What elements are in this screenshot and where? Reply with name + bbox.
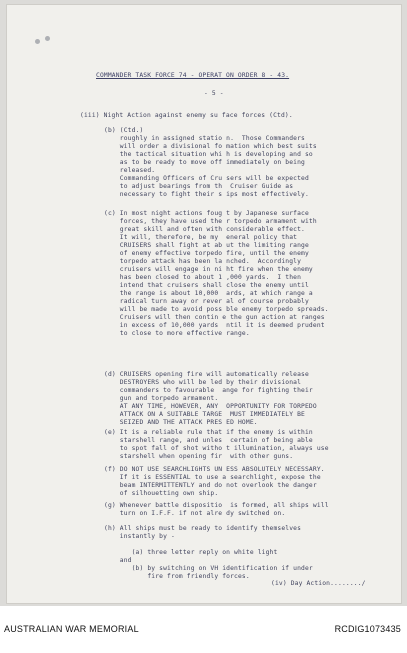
footer-record-id: RCDIG1073435 [334,624,401,634]
paragraph-b-line: to adjust bearings from th Cruiser Guide as [104,183,294,190]
punch-hole [35,39,40,44]
paragraph-f-line: If it is ESSENTIAL to use a searchlight, expose the [104,474,321,481]
paragraph-f-line: of silhouetting own ship. [104,490,219,497]
paragraph-f-line: (f) DO NOT USE SEARCHLIGHTS UN ESS ABSOLUTELY NECESSARY. [104,466,325,473]
paragraph-b-line: the tactical situation whi h is developing and so [104,151,313,158]
punch-hole [45,36,50,41]
paragraph-c-line: Cruisers will then contin e the gun action at ranges [104,314,325,321]
continuation-note: (iv) Day Action......../ [271,580,366,587]
paragraph-c-line: CRUISERS shall fight at ab ut the limiting range [104,242,309,249]
paragraph-d-line: SEIZED AND THE ATTACK PRES ED HOME. [104,419,258,426]
order-heading: COMMANDER TASK FORCE 74 - OPERAT ON ORDER 8 - 43. [96,72,290,79]
paragraph-e-line: starshell range, and unles certain of being able [104,437,313,444]
paragraph-h-line: instantly by - [104,533,175,540]
paragraph-c-line: radical turn away or rever al of course probably [104,298,309,305]
paragraph-c-line: forces, they have used the r torpedo armament with [104,218,317,225]
paragraph-c-line: (c) In most night actions foug t by Japanese surface [104,210,309,217]
paragraph-g-line: turn on I.F.F. if not alre dy switched on. [104,510,286,517]
paragraph-c-line: in excess of 10,000 yards ntil it is deemed prudent [104,322,325,329]
paragraph-b-line: will order a divisional fo mation which best suits [104,143,317,150]
paragraph-d-line: AT ANY TIME, HOWEVER, ANY OPPORTUNITY FOR TORPEDO [104,403,317,410]
paragraph-c-line: great skill and often with considerable effect. [104,226,305,233]
paragraph-d-line: commanders to favourable ange for fighting their [104,387,313,394]
footer-source: AUSTRALIAN WAR MEMORIAL [4,624,139,634]
document-page [6,4,402,604]
paragraph-h-line: (a) three letter reply on white light [104,549,278,556]
paragraph-h-line: (h) All ships must be ready to identify themselves [104,525,302,532]
paragraph-c-line: of enemy effective torpedo fire, until the enemy [104,250,309,257]
paragraph-h-line: (b) by switching on VH identification if under [104,565,313,572]
section-title: (iii) Night Action against enemy su face forces (Ctd). [80,112,293,119]
paragraph-b-line: necessary to fight their s ips most effectively. [104,191,309,198]
paragraph-d-line: (d) CRUISERS opening fire will automatically release [104,371,309,378]
paragraph-b-line: Commanding Officers of Cru sers will be expected [104,175,309,182]
paragraph-e-line: (e) It is a reliable rule that if the enemy is within [104,429,313,436]
paragraph-c-line: has been closed to about 1 ,000 yards. I then [104,274,302,281]
paragraph-h-line: and [104,557,132,564]
paragraph-e-line: to spot fall of shot witho t illumination, always use [104,445,329,452]
paragraph-c-line: intend that cruisers shall close the enemy until [104,282,309,289]
paragraph-f-line: beam INTERMITTENTLY and do not overlook the danger [104,482,317,489]
paragraph-c-line: the range is about 10,000 ards, at which range a [104,290,313,297]
paragraph-d-line: gun and torpedo armament. [104,395,219,402]
paragraph-b-line: (b) (Ctd.) [104,127,144,134]
paragraph-c-line: torpedo attack has been la nched. Accordingly [104,258,302,265]
paragraph-h-line: fire from friendly forces. [104,573,250,580]
paragraph-c-line: It will, therefore, be my eneral policy that [104,234,298,241]
paragraph-b-line: roughly in assigned statio n. Those Commanders [104,135,305,142]
paragraph-d-line: DESTROYERS who will be led by their divisional [104,379,302,386]
paragraph-e-line: starshell when opening fir with other guns. [104,453,294,460]
paragraph-g-line: (g) Whenever battle dispositio is formed, all ships will [104,502,329,509]
paragraph-c-line: to close to more effective range. [104,330,250,337]
paragraph-c-line: will be made to avoid poss ble enemy torpedo spreads. [104,306,329,313]
paragraph-b-line: as to be ready to move off immediately on being [104,159,305,166]
paragraph-d-line: ATTACK ON A SUITABLE TARGE MUST IMMEDIATELY BE [104,411,305,418]
page-number: - 5 - [204,90,224,97]
paragraph-c-line: cruisers will engage in ni ht fire when the enemy [104,266,313,273]
paragraph-b-line: released. [104,167,156,174]
